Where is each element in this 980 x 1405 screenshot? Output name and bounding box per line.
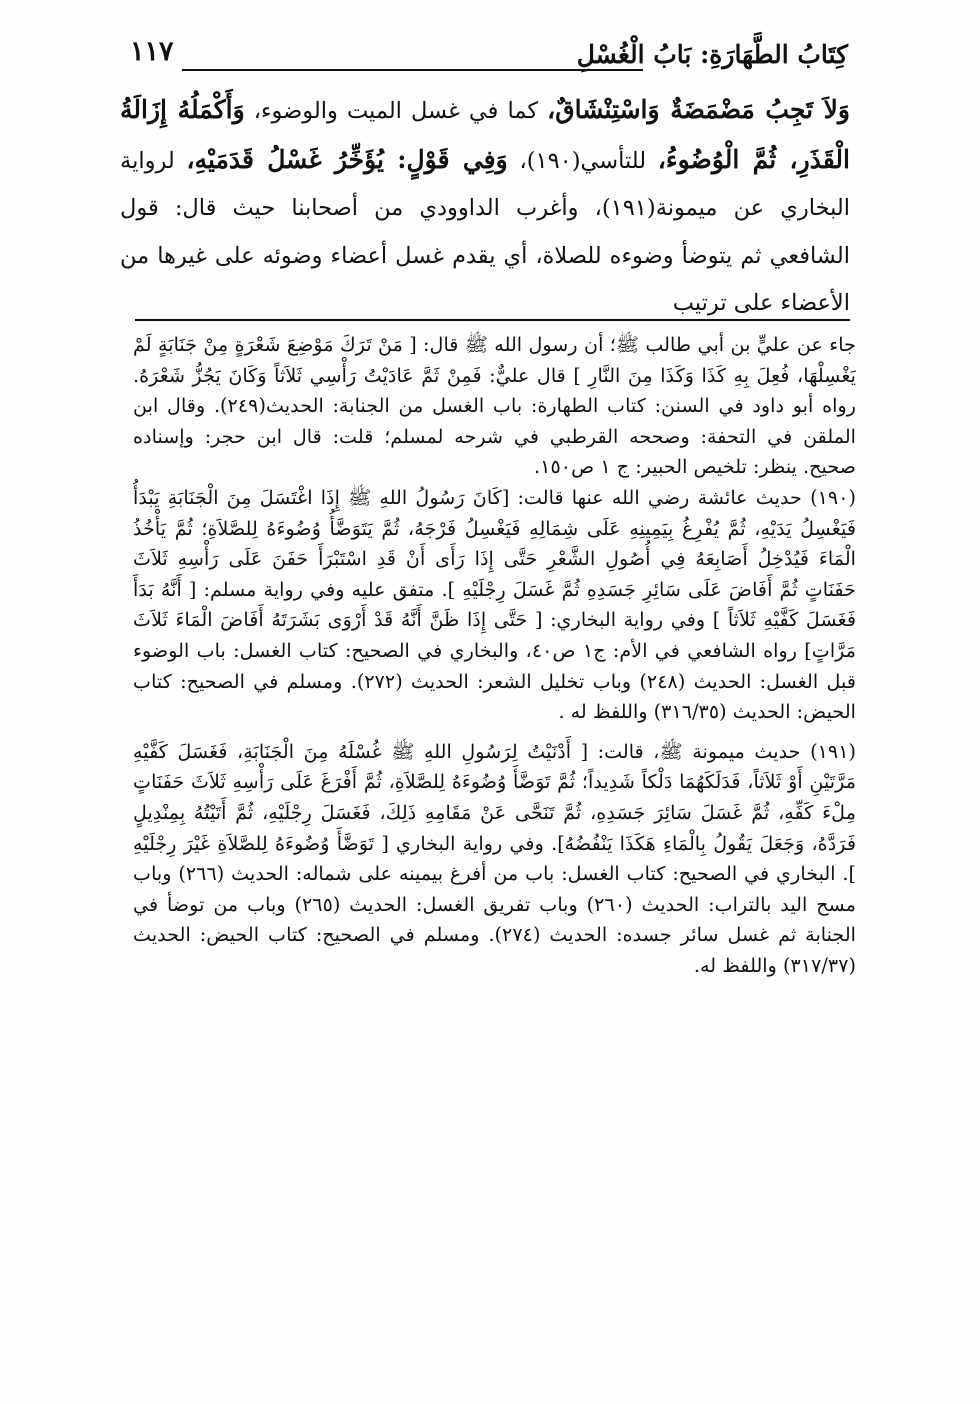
matn-phrase: وَأَكْمَلُهُ إِزَالَةُ الْقَذَرِ، ثُمَّ الْوُضُوءُ، bbox=[120, 95, 850, 174]
footnote-number-190: (١٩٠) bbox=[810, 485, 856, 509]
header-rule bbox=[182, 69, 643, 71]
commentary-text: للتأسي bbox=[580, 147, 658, 174]
commentary-text: ، وأغرب الداوودي من أصحابنا حيث قال: قول الشافعي ثم يتوضأ وضوءه للصلاة، أي يقدم غسل أعضاء وضوئه على غيرها من الأعضاء على ترتيب bbox=[120, 195, 850, 316]
footnote-text-191: حديث ميمونة ﷺ، قالت: [ أَدْنَيْتُ لِرَسُولِ اللهِ ﷺ غُسْلَهُ مِنَ الْجَنَابَةِ، فَغَسَلَ كَفَّيْهِ مَرَّتَيْنِ أَوْ ثَلاَثاً، فَدَلَكَهُمَا دَلْكاً شَدِيداً؛ ثُمَّ تَوَضَّأَ وُضُوءَهُ لِلصَّلاَةِ، ثُمَّ أَفْرَغَ عَلَى رَأْسِهِ ثَلاَثَ حَفَنَاتٍ مِلْءَ كَفِّهِ، ثُمَّ غَسَلَ سَائِرَ جَسَدِهِ، ثُمَّ تَنَحَّى عَنْ مَقَامِهِ ذَلِكَ، فَغَسَلَ رِجْلَيْهِ، ثُمَّ أَتَيْتُهُ بِمِنْدِيلٍ فَرَدَّهُ، وَجَعَلَ يَقُولُ بِالْمَاءِ هَكَذَا يَنْفُضُهُ]. وفي رواية البخاري [ تَوَضَّأَ وُضُوءَهُ لِلصَّلاَةِ غَيْرَ رِجْلَيْهِ ]. البخاري في الصحيح: كتاب الغسل: باب من أفرغ بيمينه على شماله: الحديث (٢٦٦) وباب مسح اليد بالتراب: الحديث (٢٦٠) وباب تفريق الغسل: الحديث (٢٦٥) وباب من توضأ في الجنابة ثم غسل سائر جسده: الحديث (٢٧٤). ومسلم في الصحيح: كتاب الحيض: الحديث (٣١٧/٣٧) واللفظ له. bbox=[133, 739, 856, 977]
footnote-continuation: جاء عن عليٍّ بن أبي طالب ﷺ؛ أن رسول الله ﷺ قال: [ مَنْ تَرَكَ مَوْضِعَ شَعْرَةٍ مِنْ جَنَابَةٍ لَمْ يَغْسِلْهَا، فُعِلَ بِهِ كَذَا وَكَذَا مِنَ النَّارِ ] قال عليٌّ: فَمِنْ ثَمَّ عَادَيْتُ رَأْسِي ثَلاَثاً وَكَانَ يَجُزُّ شَعْرَهُ. رواه أبو داود في السنن: كتاب الطهارة: باب الغسل من الجنابة: الحديث(٢٤٩). وقال ابن الملقن في التحفة: وصححه القرطبي في شرحه لمسلم؛ قلت: قال ابن حجر: وإسناده صحيح. ينظر: تلخيص الحبير: ج ١ ص١٥٠. bbox=[133, 333, 856, 479]
commentary-text: كما في غسل الميت والوضوء، bbox=[244, 98, 548, 124]
page-number: ١١٧ bbox=[130, 36, 174, 67]
footnote-separator bbox=[135, 319, 850, 321]
footnote-190 bbox=[133, 483, 856, 728]
running-header bbox=[120, 36, 848, 80]
matn-phrase: وَلاَ تَجِبُ مَضْمَضَةٌ وَاسْتِنْشَاقٌ، bbox=[547, 95, 850, 124]
footnote-text-190: حديث عائشة رضي الله عنها قالت: [كَانَ رَسُولُ اللهِ ﷺ إِذَا اغْتَسَلَ مِنَ الْجَنَابَةِ يَبْدَأُ فَيَغْسِلُ يَدَيْهِ، ثُمَّ يُفْرِغُ بِيَمِينِهِ عَلَى شِمَالِهِ فَيَغْسِلُ فَرْجَهُ، ثُمَّ يَتَوَضَّأُ وُضُوءَهُ لِلصَّلاَةِ؛ ثُمَّ يَأْخُذُ الْمَاءَ فَيُدْخِلُ أَصَابِعَهُ فِي أُصُولِ الشَّعْرِ حَتَّى إِذَا رَأَى أَنْ قَدِ اسْتَبْرَأَ حَفَنَ عَلَى رَأْسِهِ ثَلاَثَ حَفَنَاتٍ ثُمَّ أَفَاضَ عَلَى سَائِرِ جَسَدِهِ ثُمَّ غَسَلَ رِجْلَيْهِ ]. متفق عليه وفي رواية مسلم: [ أَنَّهُ بَدَأَ فَغَسَلَ كَفَّيْهِ ثَلاَثاً ] وفي رواية البخاري: [ حَتَّى إِذَا ظَنَّ أَنَّهُ قَدْ أَرْوَى بَشَرَتَهُ أَفَاضَ الْمَاءَ ثَلاَثَ مَرَّاتٍ] رواه الشافعي في الأم: ج١ ص٤٠، والبخاري في الصحيح: كتاب الغسل: باب الوضوء قبل الغسل: الحديث (٢٤٨) وباب تخليل الشعر: الحديث (٢٧٢). ومسلم في الصحيح: كتاب الحيض: الحديث (٣١٦/٣٥) واللفظ له . bbox=[133, 485, 857, 724]
running-title: كِتَابُ الطَّهَارَةِ: بَابُ الْغُسْلِ bbox=[576, 40, 848, 69]
footnotes-section bbox=[133, 330, 856, 981]
matn-phrase: وَفِي قَوْلٍ: يُؤَخِّرُ غَسْلُ قَدَمَيْهِ، bbox=[186, 144, 508, 174]
footnote-ref-191[interactable]: (١٩١) bbox=[601, 195, 656, 221]
main-text-block bbox=[120, 86, 850, 328]
commentary-text: ، bbox=[507, 147, 527, 174]
footnote-number-191: (١٩١) bbox=[810, 739, 856, 763]
footnote-191 bbox=[133, 737, 856, 982]
commentary-text: لرواية البخاري عن ميمونة bbox=[120, 147, 850, 221]
footnote-ref-190[interactable]: (١٩٠) bbox=[526, 147, 581, 174]
